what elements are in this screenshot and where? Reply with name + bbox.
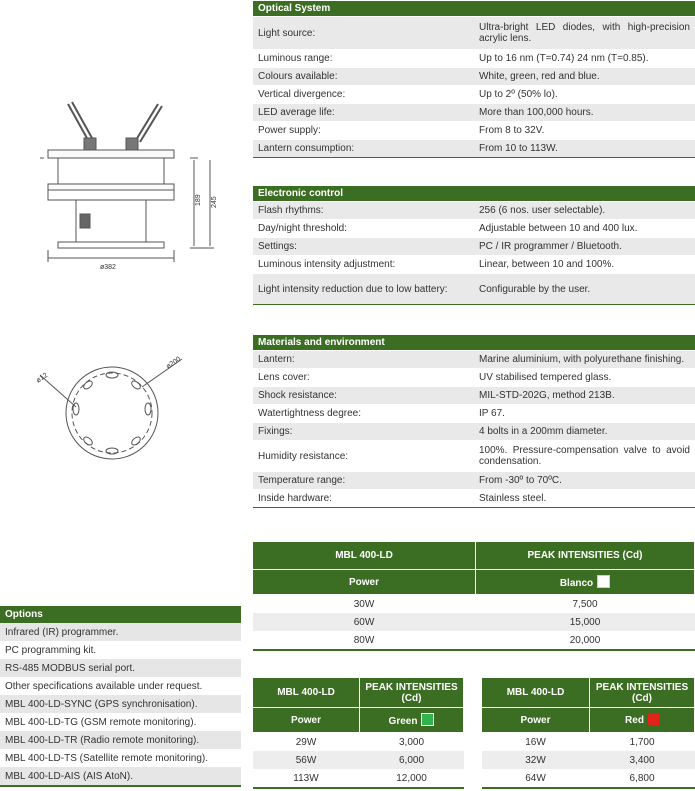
intensity-cell: 1,700 — [590, 733, 695, 752]
intensity-cell: 6,000 — [360, 751, 464, 769]
spec-label: Lantern consumption: — [253, 140, 474, 158]
options-list-item: Infrared (IR) programmer. — [0, 623, 241, 641]
options-list-item: Other specifications available under request. — [5, 680, 203, 692]
optical-system-title: Optical System — [253, 1, 695, 17]
optical-system-table — [253, 1, 695, 158]
power-cell: 29W — [253, 733, 360, 752]
spec-value: Stainless steel. — [474, 490, 695, 508]
model-header: MBL 400-LD — [253, 542, 476, 570]
options-list-item: MBL 400-LD-TG (GSM remote monitoring). — [5, 716, 197, 728]
spec-label: Colours available: — [253, 68, 474, 86]
power-header: Power — [482, 708, 590, 733]
spec-value: PC / IR programmer / Bluetooth. — [474, 238, 695, 256]
spec-value: Up to 2º (50% lo). — [474, 86, 695, 104]
intensity-cell: 3,400 — [590, 751, 695, 769]
spec-label: Vertical divergence: — [253, 86, 474, 104]
intensity-cell: 20,000 — [476, 631, 695, 650]
color-label: Red — [625, 715, 644, 726]
power-cell: 60W — [253, 613, 476, 631]
electronic-control-table — [253, 186, 695, 305]
color-header — [360, 708, 464, 733]
red-swatch-icon — [648, 714, 659, 725]
lantern-side-drawing — [40, 100, 220, 275]
intensity-cell: 6,800 — [590, 769, 695, 788]
lantern-top-drawing — [30, 345, 200, 485]
spec-value: Ultra-bright LED diodes, with high-precision acrylic lens. — [474, 17, 695, 50]
options-list-item: RS-485 MODBUS serial port. — [0, 659, 241, 677]
intensity-cell: 12,000 — [360, 769, 464, 788]
options-list-item: PC programming kit. — [5, 644, 97, 656]
dim-189: 189 — [195, 194, 202, 206]
spec-label: Settings: — [253, 238, 474, 256]
model-header: MBL 400-LD — [482, 678, 590, 708]
power-cell: 64W — [482, 769, 590, 788]
spec-label: Power supply: — [253, 122, 474, 140]
dim-base-diameter: ø382 — [100, 264, 116, 271]
options-list-item: MBL 400-LD-TS (Satellite remote monitoring). — [5, 752, 209, 764]
options-title: Options — [0, 606, 241, 623]
spec-label: Humidity resistance: — [253, 441, 474, 472]
options-list-item: MBL 400-LD-SYNC (GPS synchronisation). — [0, 695, 241, 713]
white-swatch-icon — [597, 575, 610, 588]
green-intensity-table — [252, 677, 464, 789]
spec-value: More than 100,000 hours. — [474, 104, 695, 122]
spec-value: Linear, between 10 and 100%. — [474, 256, 695, 274]
spec-label: Temperature range: — [253, 472, 474, 490]
dim-245: 245 — [211, 196, 218, 208]
color-header — [476, 570, 695, 595]
options-table — [0, 606, 241, 787]
spec-value: 256 (6 nos. user selectable). — [474, 202, 695, 220]
color-header — [590, 708, 695, 733]
power-cell: 32W — [482, 751, 590, 769]
color-label: Blanco — [559, 578, 594, 589]
options-list-item: MBL 400-LD-TR (Radio remote monitoring). — [0, 731, 241, 749]
spec-label: Day/night threshold: — [253, 220, 474, 238]
green-swatch-icon — [421, 713, 434, 726]
spec-label: Watertightness degree: — [253, 405, 474, 423]
electronic-control-title: Electronic control — [253, 186, 695, 202]
spec-value: White, green, red and blue. — [474, 68, 695, 86]
spec-label: Luminous intensity adjustment: — [253, 256, 474, 274]
spec-label: Light intensity reduction due to low battery: — [253, 274, 474, 305]
power-cell: 56W — [253, 751, 360, 769]
spec-value: IP 67. — [474, 405, 695, 423]
spec-label: Luminous range: — [253, 50, 474, 68]
spec-label: Light source: — [253, 17, 474, 50]
spec-label: Lens cover: — [253, 369, 474, 387]
spec-value: 4 bolts in a 200mm diameter. — [474, 423, 695, 441]
power-cell: 80W — [253, 631, 476, 650]
spec-label: Flash rhythms: — [253, 202, 474, 220]
spec-value: Adjustable between 10 and 400 lux. — [474, 220, 695, 238]
color-label: Green — [388, 716, 418, 727]
materials-environment-title: Materials and environment — [253, 335, 695, 351]
red-intensity-table — [481, 677, 695, 789]
peak-header: PEAK INTENSITIES (Cd) — [590, 678, 695, 708]
power-cell: 113W — [253, 769, 360, 788]
spec-label: Lantern: — [253, 351, 474, 369]
power-header: Power — [253, 708, 360, 733]
spec-value: Marine aluminium, with polyurethane finishing. — [474, 351, 695, 369]
white-intensity-table — [252, 541, 695, 651]
peak-header: PEAK INTENSITIES (Cd) — [360, 678, 464, 708]
peak-header: PEAK INTENSITIES (Cd) — [476, 542, 695, 570]
spec-value: MIL-STD-202G, method 213B. — [474, 387, 695, 405]
power-cell: 16W — [482, 733, 590, 752]
spec-label: Shock resistance: — [253, 387, 474, 405]
spec-value: Up to 16 nm (T=0.74) 24 nm (T=0.85). — [474, 50, 695, 68]
intensity-cell: 3,000 — [360, 733, 464, 752]
intensity-cell: 7,500 — [476, 595, 695, 614]
model-header: MBL 400-LD — [253, 678, 360, 708]
spec-label: LED average life: — [253, 104, 474, 122]
spec-value: From 8 to 32V. — [474, 122, 695, 140]
power-header: Power — [253, 570, 476, 595]
dim-hole-diameter: ø12 — [35, 371, 50, 385]
spec-value: 100%. Pressure-compensation valve to avoid condensation. — [474, 441, 695, 472]
power-cell: 30W — [253, 595, 476, 614]
spec-value: UV stabilised tempered glass. — [474, 369, 695, 387]
spec-value: From 10 to 113W. — [474, 140, 695, 158]
spec-label: Fixings: — [253, 423, 474, 441]
spec-value: From -30º to 70ºC. — [474, 472, 695, 490]
spec-label: Inside hardware: — [253, 490, 474, 508]
intensity-cell: 15,000 — [476, 613, 695, 631]
options-list-item: MBL 400-LD-AIS (AIS AtoN). — [0, 767, 241, 786]
materials-environment-table — [253, 335, 695, 508]
spec-value: Configurable by the user. — [474, 274, 695, 305]
dim-bolt-circle: ø200 — [165, 355, 183, 371]
